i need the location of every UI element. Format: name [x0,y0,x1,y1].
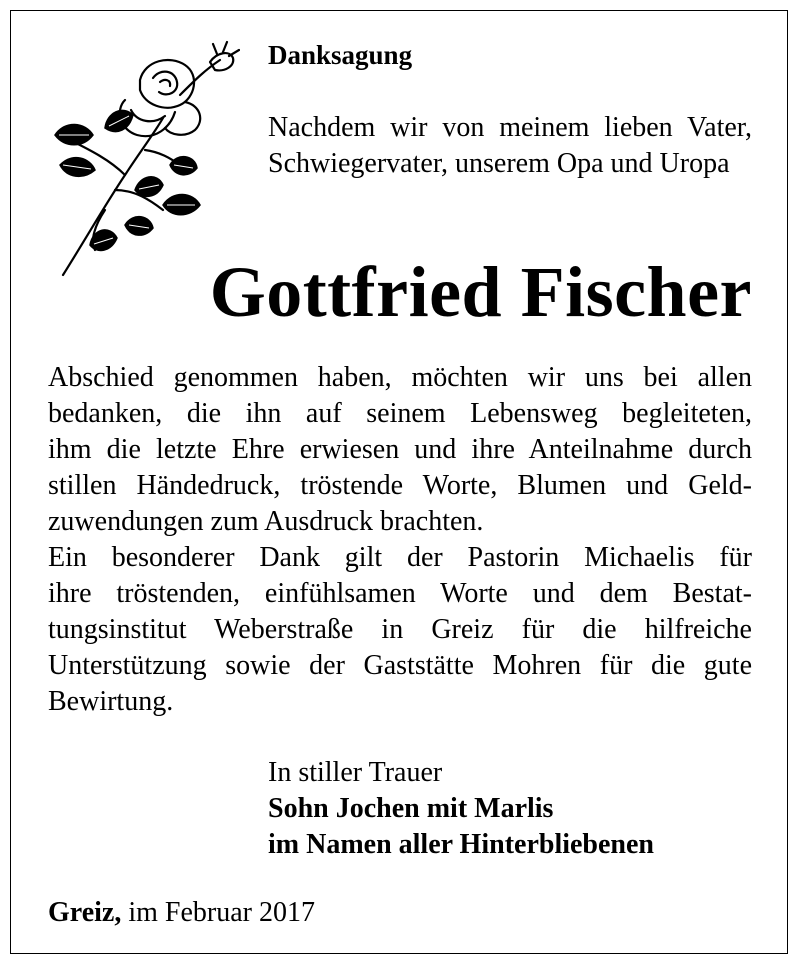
body-line: Unterstützung sowie der Gaststätte Mohren für die gute [48,650,752,681]
date-text: im Februar 2017 [121,897,315,928]
body-text [48,360,752,720]
body-line: zuwendungen zum Ausdruck brachten. [48,506,484,537]
signers-line-2: im Namen aller Hinterbliebenen [268,829,654,860]
body-line: ihre tröstenden, einfühlsamen Worte und dem Bestat- [48,578,752,609]
place-date [48,895,315,931]
signoff-line: In stiller Trauer [268,757,443,788]
signers-line-1: Sohn Jochen mit Marlis [268,793,554,824]
body-line: ihm die letzte Ehre erwiesen und ihre Anteilnahme durch [48,434,752,465]
body-line: stillen Händedruck, tröstende Worte, Blumen und Geld- [48,470,752,501]
body-line: Abschied genommen haben, möchten wir uns bei allen [48,362,752,393]
deceased-name: Gottfried Fischer [209,252,752,332]
body-line: bedanken, die ihn auf seinem Lebensweg begleiteten, [48,398,752,429]
body-line: tungsinstitut Weberstraße in Greiz für die hilfreiche [48,614,752,645]
place-name: Greiz, [48,897,122,928]
notice-heading: Danksagung [268,40,413,70]
body-line: Bewirtung. [48,686,174,717]
rose-icon [45,40,240,280]
body-line: Ein besonderer Dank gilt der Pastorin Michaelis für [48,542,752,573]
signoff [268,755,654,863]
intro-text: Nachdem wir von meinem lieben Vater, Schwiegervater, unserem Opa und Uropa [268,112,752,179]
